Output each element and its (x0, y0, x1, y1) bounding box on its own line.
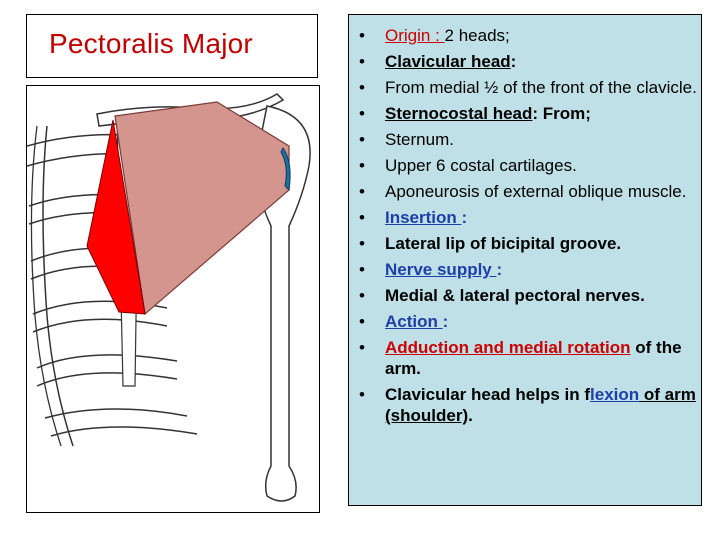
list-item (355, 77, 699, 98)
slide-title: Pectoralis Major (49, 28, 253, 59)
clavicular-origin-text: From medial ½ of the front of the clavicle. (385, 78, 697, 97)
insertion-label: Insertion (385, 208, 462, 227)
anatomy-illustration (26, 85, 320, 513)
costal-text: Upper 6 costal cartilages. (385, 156, 577, 175)
bullet-list (355, 25, 699, 431)
list-item: • Action : (355, 311, 699, 332)
list-item (355, 285, 699, 306)
pectoralis-major-muscle (115, 102, 289, 314)
list-item: • Clavicular head helps in flexion of arm (shoulder). (355, 384, 699, 426)
list-item (355, 25, 699, 46)
nerve-supply-text: Medial & lateral pectoral nerves. (385, 286, 645, 305)
list-item (355, 233, 699, 254)
nerve-supply-label: Nerve supply (385, 260, 497, 279)
action-label: Action (385, 312, 443, 331)
pectoralis-diagram (27, 86, 320, 513)
clavicular-head-label: Clavicular head (385, 52, 511, 71)
action-rest-text: of the arm. (385, 338, 682, 378)
insertion-text: Lateral lip of bicipital groove. (385, 234, 622, 253)
sternocostal-head-label: Sternocostal head (385, 104, 533, 123)
flexion-text: lexion (590, 385, 640, 404)
list-item: • Nerve supply : (355, 259, 699, 280)
title-box (26, 14, 318, 78)
list-item (355, 181, 699, 202)
list-item: • Sternocostal head: From; (355, 103, 699, 124)
notes-panel (348, 14, 702, 506)
origin-text: 2 heads; (444, 26, 510, 45)
list-item: • Clavicular head: (355, 51, 699, 72)
origin-label: Origin : (385, 26, 445, 45)
list-item: • Insertion : (355, 207, 699, 228)
list-item (355, 129, 699, 150)
list-item (355, 337, 699, 379)
list-item (355, 155, 699, 176)
aponeurosis-text: Aponeurosis of external oblique muscle. (385, 182, 687, 201)
action-main-text: Adduction and medial rotation (385, 338, 631, 357)
sternum-text: Sternum. (385, 130, 454, 149)
